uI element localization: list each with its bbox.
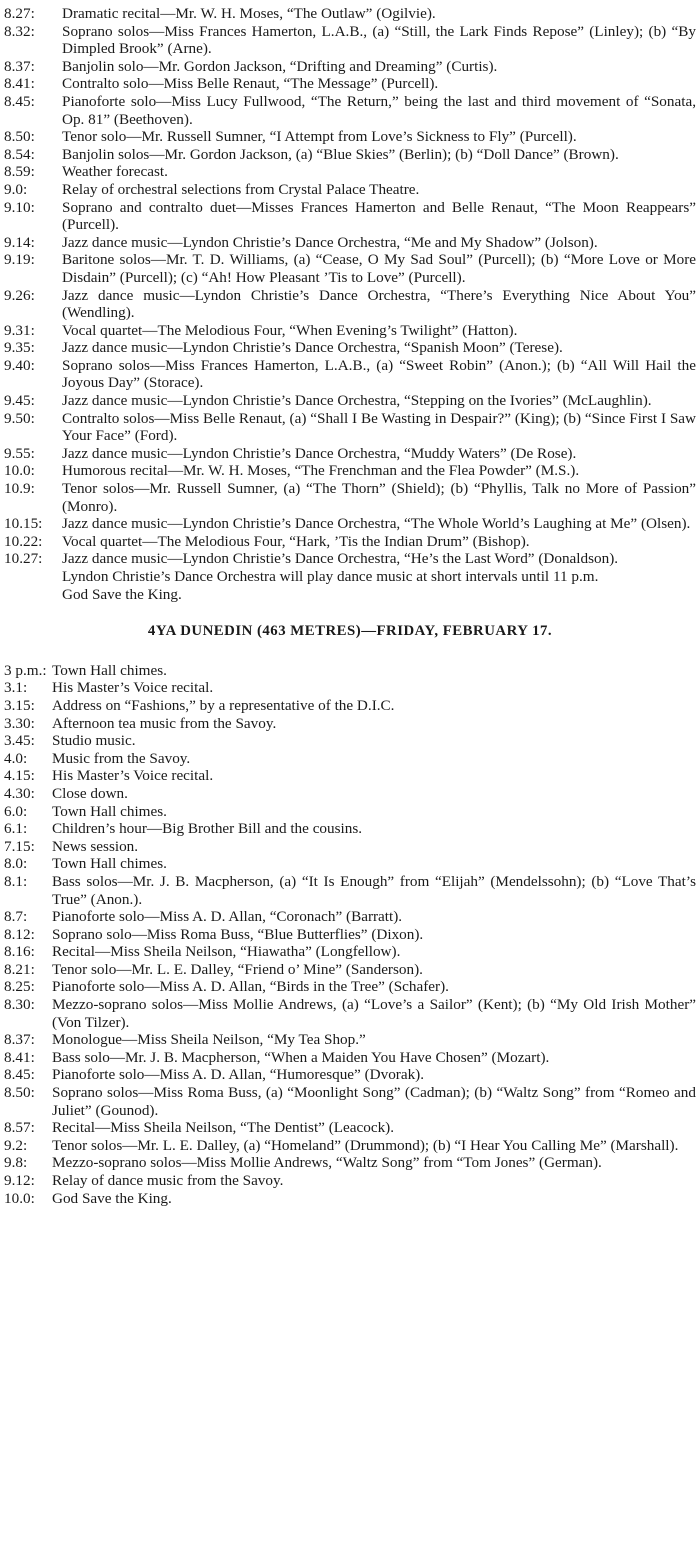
entry-time: 8.59: — [4, 163, 35, 181]
entry-text: Relay of orchestral selections from Crystal Palace Theatre. — [62, 180, 420, 198]
entry-text: Banjolin solos—Mr. Gordon Jackson, (a) “Blue Skies” (Berlin); (b) “Doll Dance” (Brown). — [62, 145, 619, 163]
programme-entry — [4, 322, 696, 340]
programme-entry — [4, 1137, 696, 1155]
entry-time: 9.0: — [4, 180, 28, 198]
programme-entry — [4, 199, 696, 234]
programme-entry — [4, 357, 696, 392]
entry-text: Vocal quartet—The Melodious Four, “Hark, ’Tis the Indian Drum” (Bishop). — [62, 532, 530, 550]
entry-time: 4.30: — [4, 784, 35, 802]
entry-text: Soprano solos—Miss Frances Hamerton, L.A.B., (a) “Still, the Lark Finds Repose” (Linley); (b) “By Dimpled Brook” (Arne). — [62, 22, 696, 58]
entry-text: Town Hall chimes. — [52, 855, 167, 873]
programme-entry — [4, 1190, 696, 1208]
entry-text: Close down. — [52, 784, 128, 802]
entry-text: Dramatic recital—Mr. W. H. Moses, “The Outlaw” (Ogilvie). — [62, 5, 436, 22]
programme-entry — [4, 715, 696, 733]
entry-time: 8.25: — [4, 978, 35, 996]
entry-text: Mezzo-soprano solos—Miss Mollie Andrews, (a) “Love’s a Sailor” (Kent); (b) “My Old Irish Mother” (Von Tilzer). — [52, 996, 696, 1031]
entry-text: Contralto solos—Miss Belle Renaut, (a) “Shall I Be Wasting in Despair?” (King); (b) “Since First I Saw Your Face” (Ford). — [62, 409, 696, 445]
entry-time: 9.35: — [4, 339, 35, 357]
programme-entry — [4, 803, 696, 821]
entry-time: 8.32: — [4, 22, 35, 40]
entry-time: 10.27: — [4, 550, 43, 568]
programme-entry — [4, 961, 696, 979]
entry-time: 8.41: — [4, 1048, 35, 1066]
entry-time: 9.40: — [4, 356, 35, 374]
programme-entry — [4, 838, 696, 856]
programme-entry — [4, 785, 696, 803]
entry-time: 9.45: — [4, 392, 35, 410]
entry-time: 3 p.m.: — [4, 661, 47, 679]
programme-entry — [4, 23, 696, 58]
entry-text: Town Hall chimes. — [52, 802, 167, 820]
entry-text: Tenor solos—Mr. L. E. Dalley, (a) “Homeland” (Drummond); (b) “I Hear You Calling Me” (Marshall). — [52, 1136, 679, 1154]
entry-text: Jazz dance music—Lyndon Christie’s Dance Orchestra, “Me and My Shadow” (Jolson). — [62, 233, 598, 251]
entry-time: 8.21: — [4, 960, 35, 978]
entry-text: Bass solo—Mr. J. B. Macpherson, “When a Maiden You Have Chosen” (Mozart). — [52, 1048, 550, 1066]
programme-entry — [4, 128, 696, 146]
programme-entry — [4, 1049, 696, 1067]
programme-entry — [4, 251, 696, 286]
entry-time: 9.8: — [4, 1154, 28, 1172]
programme-entry — [4, 996, 696, 1031]
programme-entry — [4, 1066, 696, 1084]
entry-text: Soprano solo—Miss Roma Buss, “Blue Butterflies” (Dixon). — [52, 925, 424, 943]
entry-text: His Master’s Voice recital. — [52, 679, 214, 697]
entry-text: Music from the Savoy. — [52, 749, 191, 767]
entry-text: Baritone solos—Mr. T. D. Williams, (a) “Cease, O My Sad Soul” (Purcell); (b) “More Love or More Disdain” (Purcell); (c) “Ah! How Pleasant ’Tis to Love” (Purcell). — [62, 251, 696, 286]
entry-time: 8.16: — [4, 943, 35, 961]
programme-entry — [4, 480, 696, 515]
entry-time: 8.57: — [4, 1119, 35, 1137]
closing-note: Lyndon Christie’s Dance Orchestra will play dance music at short intervals until 11 p.m. — [62, 568, 599, 585]
entry-text: Jazz dance music—Lyndon Christie’s Dance Orchestra, “Spanish Moon” (Terese). — [62, 339, 563, 357]
programme-entry — [4, 146, 696, 164]
entry-text: God Save the King. — [52, 1189, 172, 1207]
entry-time: 9.26: — [4, 286, 35, 304]
entry-time: 8.37: — [4, 1031, 35, 1049]
entry-text: Jazz dance music—Lyndon Christie’s Dance Orchestra, “There’s Everything Nice About You” (Wendling). — [62, 286, 696, 322]
entry-text: Mezzo-soprano solos—Miss Mollie Andrews, “Waltz Song” from “Tom Jones” (German). — [52, 1154, 602, 1172]
programme-entry — [4, 462, 696, 480]
entry-time: 9.14: — [4, 233, 35, 251]
programme-entry — [4, 1119, 696, 1137]
entry-time: 10.22: — [4, 532, 43, 550]
entry-time: 9.19: — [4, 251, 35, 269]
entry-time: 3.1: — [4, 679, 28, 697]
entry-time: 8.7: — [4, 908, 28, 926]
programme-entry — [4, 75, 696, 93]
programme-entry — [4, 697, 696, 715]
entry-time: 8.45: — [4, 92, 35, 110]
programme-entry — [4, 410, 696, 445]
entry-text: Jazz dance music—Lyndon Christie’s Dance Orchestra, “Muddy Waters” (De Rose). — [62, 444, 577, 462]
entry-time: 3.30: — [4, 714, 35, 732]
programme-entry — [4, 181, 696, 199]
entry-time: 9.2: — [4, 1136, 28, 1154]
entry-time: 8.54: — [4, 145, 35, 163]
entry-text: Pianoforte solo—Miss A. D. Allan, “Humoresque” (Dvorak). — [52, 1066, 425, 1084]
programme-entry — [4, 392, 696, 410]
entry-time: 4.15: — [4, 767, 35, 785]
entry-text: Humorous recital—Mr. W. H. Moses, “The Frenchman and the Flea Powder” (M.S.). — [62, 462, 580, 480]
programme-entry — [4, 732, 696, 750]
entry-time: 8.50: — [4, 128, 35, 146]
entry-text: Jazz dance music—Lyndon Christie’s Dance Orchestra, “The Whole World’s Laughing at Me” (Olsen). — [62, 515, 691, 533]
entry-time: 9.12: — [4, 1172, 35, 1189]
entry-text: Town Hall chimes. — [52, 661, 167, 679]
entry-text: Pianoforte solo—Miss A. D. Allan, “Birds in the Tree” (Schafer). — [52, 978, 449, 996]
entry-time: 8.45: — [4, 1066, 35, 1084]
programme-entry — [4, 926, 696, 944]
entry-time: 4.0: — [4, 749, 28, 767]
programme-entry — [4, 287, 696, 322]
entry-text: Monologue—Miss Sheila Neilson, “My Tea Shop.” — [52, 1031, 366, 1049]
entry-time: 9.55: — [4, 444, 35, 462]
entry-time: 10.9: — [4, 480, 35, 498]
programme-entry — [4, 339, 696, 357]
entry-time: 10.0: — [4, 462, 35, 480]
entry-text: Jazz dance music—Lyndon Christie’s Dance Orchestra, “Stepping on the Ivories” (McLaughlin). — [62, 392, 652, 410]
entry-text: Studio music. — [52, 732, 136, 750]
programme-entry — [4, 750, 696, 768]
programme-entry — [4, 978, 696, 996]
programme-entry — [4, 820, 696, 838]
programme-entry — [4, 93, 696, 128]
entry-text: Weather forecast. — [62, 163, 168, 181]
programme-section-continued — [4, 5, 696, 568]
entry-text: Tenor solos—Mr. Russell Sumner, (a) “The Thorn” (Shield); (b) “Phyllis, Talk no More of Passion” (Monro). — [62, 480, 696, 515]
station-heading: 4YA DUNEDIN (463 METRES)—FRIDAY, FEBRUARY 17. — [147, 623, 553, 640]
programme-entry — [4, 445, 696, 463]
programme-entry — [4, 1084, 696, 1119]
entry-text: Bass solos—Mr. J. B. Macpherson, (a) “It Is Enough” from “Elijah” (Mendelssohn); (b) “Love That’s True” (Anon.). — [52, 872, 696, 908]
entry-text: Pianoforte solo—Miss A. D. Allan, “Coronach” (Barratt). — [52, 908, 403, 926]
entry-time: 8.0: — [4, 855, 28, 873]
entry-text: Recital—Miss Sheila Neilson, “The Dentist” (Leacock). — [52, 1119, 395, 1137]
entry-text: Banjolin solo—Mr. Gordon Jackson, “Drifting and Dreaming” (Curtis). — [62, 57, 498, 75]
programme-entry — [4, 1154, 696, 1172]
entry-time: 6.1: — [4, 820, 28, 838]
entry-text: Contralto solo—Miss Belle Renaut, “The Message” (Purcell). — [62, 75, 439, 93]
entry-text: Children’s hour—Big Brother Bill and the cousins. — [52, 820, 363, 838]
entry-text: Tenor solo—Mr. Russell Sumner, “I Attempt from Love’s Sickness to Fly” (Purcell). — [62, 128, 577, 146]
programme-entry — [4, 855, 696, 873]
programme-entry — [4, 767, 696, 785]
entry-text: Recital—Miss Sheila Neilson, “Hiawatha” (Longfellow). — [52, 943, 401, 961]
closing-anthem: God Save the King. — [62, 585, 182, 603]
entry-text: Afternoon tea music from the Savoy. — [52, 714, 277, 732]
entry-text: Soprano solos—Miss Frances Hamerton, L.A.B., (a) “Sweet Robin” (Anon.); (b) “All Will Hail the Joyous Day” (Storace). — [62, 356, 696, 392]
entry-time: 9.50: — [4, 409, 35, 427]
entry-text: Relay of dance music from the Savoy. — [52, 1172, 284, 1189]
entry-text: Soprano solos—Miss Roma Buss, (a) “Moonlight Song” (Cadman); (b) “Waltz Song” from “Romeo and Juliet” (Gounod). — [52, 1084, 696, 1119]
entry-time: 3.15: — [4, 696, 35, 714]
programme-entry — [4, 1172, 696, 1190]
programme-entry — [4, 234, 696, 252]
entry-time: 8.1: — [4, 872, 28, 890]
programme-entry — [4, 5, 696, 23]
entry-time: 9.10: — [4, 198, 35, 216]
entry-time: 7.15: — [4, 837, 35, 855]
entry-time: 8.41: — [4, 75, 35, 93]
programme-entry — [4, 163, 696, 181]
entry-text: Tenor solo—Mr. L. E. Dalley, “Friend o’ Mine” (Sanderson). — [52, 960, 423, 978]
entry-time: 8.50: — [4, 1084, 35, 1102]
programme-entry — [4, 943, 696, 961]
programme-entry — [4, 908, 696, 926]
programme-entry — [4, 662, 696, 680]
entry-time: 8.30: — [4, 996, 35, 1014]
entry-time: 3.45: — [4, 732, 35, 750]
programme-entry — [4, 515, 696, 533]
entry-text: Soprano and contralto duet—Misses Frances Hamerton and Belle Renaut, “The Moon Reappears” (Purcell). — [62, 198, 696, 234]
entry-time: 6.0: — [4, 802, 28, 820]
entry-time: 8.37: — [4, 57, 35, 75]
programme-entry — [4, 1031, 696, 1049]
entry-time: 8.12: — [4, 925, 35, 943]
programme-section-4ya — [4, 662, 696, 1207]
programme-entry — [4, 679, 696, 697]
entry-time: 10.0: — [4, 1189, 35, 1207]
programme-entry — [4, 873, 696, 908]
entry-text: Pianoforte solo—Miss Lucy Fullwood, “The Return,” being the last and third movement of “Sonata, Op. 81” (Beethoven). — [62, 92, 696, 128]
entry-time: 9.31: — [4, 321, 35, 339]
entry-time: 10.15: — [4, 515, 43, 533]
entry-text: Address on “Fashions,” by a representative of the D.I.C. — [52, 696, 395, 714]
entry-text: Vocal quartet—The Melodious Four, “When Evening’s Twilight” (Hatton). — [62, 321, 518, 339]
programme-entry — [4, 550, 696, 568]
programme-entry — [4, 533, 696, 551]
entry-text: His Master’s Voice recital. — [52, 767, 214, 785]
entry-text: Jazz dance music—Lyndon Christie’s Dance Orchestra, “He’s the Last Word” (Donaldson). — [62, 550, 619, 568]
programme-entry — [4, 58, 696, 76]
entry-text: News session. — [52, 837, 139, 855]
entry-time: 8.27: — [4, 5, 35, 22]
